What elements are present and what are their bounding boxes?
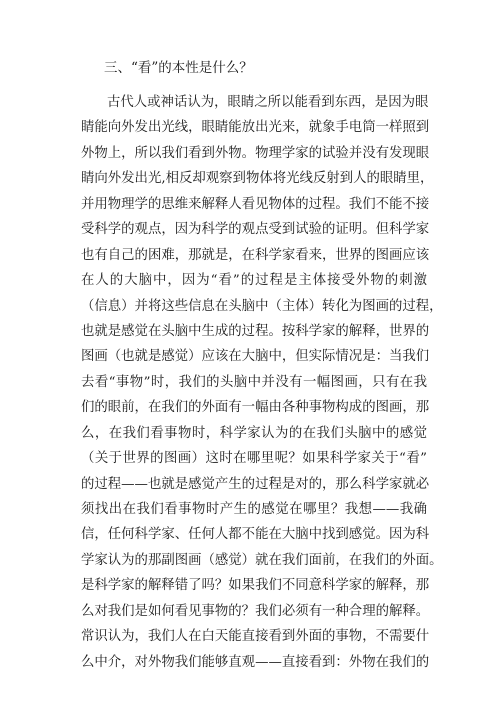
paragraph-line: 常识认为，我们人在白天能直接看到外面的事物，不需要什	[81, 629, 430, 645]
paragraph-line: 睛能向外发出光线，眼睛能放出光来，就象手电筒一样照到	[81, 120, 430, 136]
paragraph-line: 也就是感觉在头脑中生成的过程。按科学家的解释，世界的	[81, 323, 430, 339]
paragraph-line: 古代人或神话认为，眼睛之所以能看到东西，是因为眼	[107, 95, 429, 110]
paragraph-line: 的过程——也就是感觉产生的过程是对的，那么科学家就必	[81, 476, 430, 492]
paragraph-line: （信息）并将这些信息在头脑中（主体）转化为图画的过程，	[81, 298, 443, 314]
paragraph-line: 么中介，对外物我们能够直观——直接看到：外物在我们的	[81, 654, 430, 670]
paragraph-line: 么，在我们看事物时，科学家认为的在我们头脑中的感觉	[81, 425, 427, 441]
paragraph-line: （关于世界的图画）这时在哪里呢？如果科学家关于“看”	[81, 451, 427, 467]
paragraph-line: 睛向外发出光,相反却观察到物体将光线反射到人的眼睛里，	[81, 171, 434, 187]
paragraph-line: 图画（也就是感觉）应该在大脑中，但实际情况是：当我们	[81, 349, 430, 365]
paragraph-line: 须找出在我们看事物时产生的感觉在哪里？我想——我确	[81, 502, 427, 517]
paragraph-line: 也有自己的困难，那就是，在科学家看来，世界的图画应该	[81, 247, 430, 263]
body-paragraph	[81, 90, 443, 675]
paragraph-line: 信，任何科学家、任何人都不能在大脑中找到感觉。因为科	[81, 527, 430, 543]
paragraph-line: 学家认为的那副图画（感觉）就在我们面前，在我们的外面。	[81, 552, 443, 568]
paragraph-line: 受科学的观点，因为科学的观点受到试验的证明。但科学家	[81, 222, 430, 238]
paragraph-line: 在人的大脑中，因为“看”的过程是主体接受外物的刺激	[81, 273, 427, 289]
paragraph-line: 外物上，所以我们看到外物。物理学家的试验并没有发现眼	[81, 145, 430, 161]
paragraph-line: 并用物理学的思维来解释人看见物体的过程。我们不能不接	[81, 196, 430, 212]
paragraph-line: 们的眼前，在我们的外面有一幅由各种事物构成的图画，那	[81, 400, 430, 416]
section-heading: 三、“看”的本性是什么？	[104, 60, 253, 76]
paragraph-line: 是科学家的解释错了吗？如果我们不同意科学家的解释，那	[81, 578, 430, 594]
paragraph-line: 去看“事物”时，我们的头脑中并没有一幅图画，只有在我	[81, 374, 427, 390]
paragraph-line: 么对我们是如何看见事物的？我们必须有一种合理的解释。	[81, 603, 430, 619]
